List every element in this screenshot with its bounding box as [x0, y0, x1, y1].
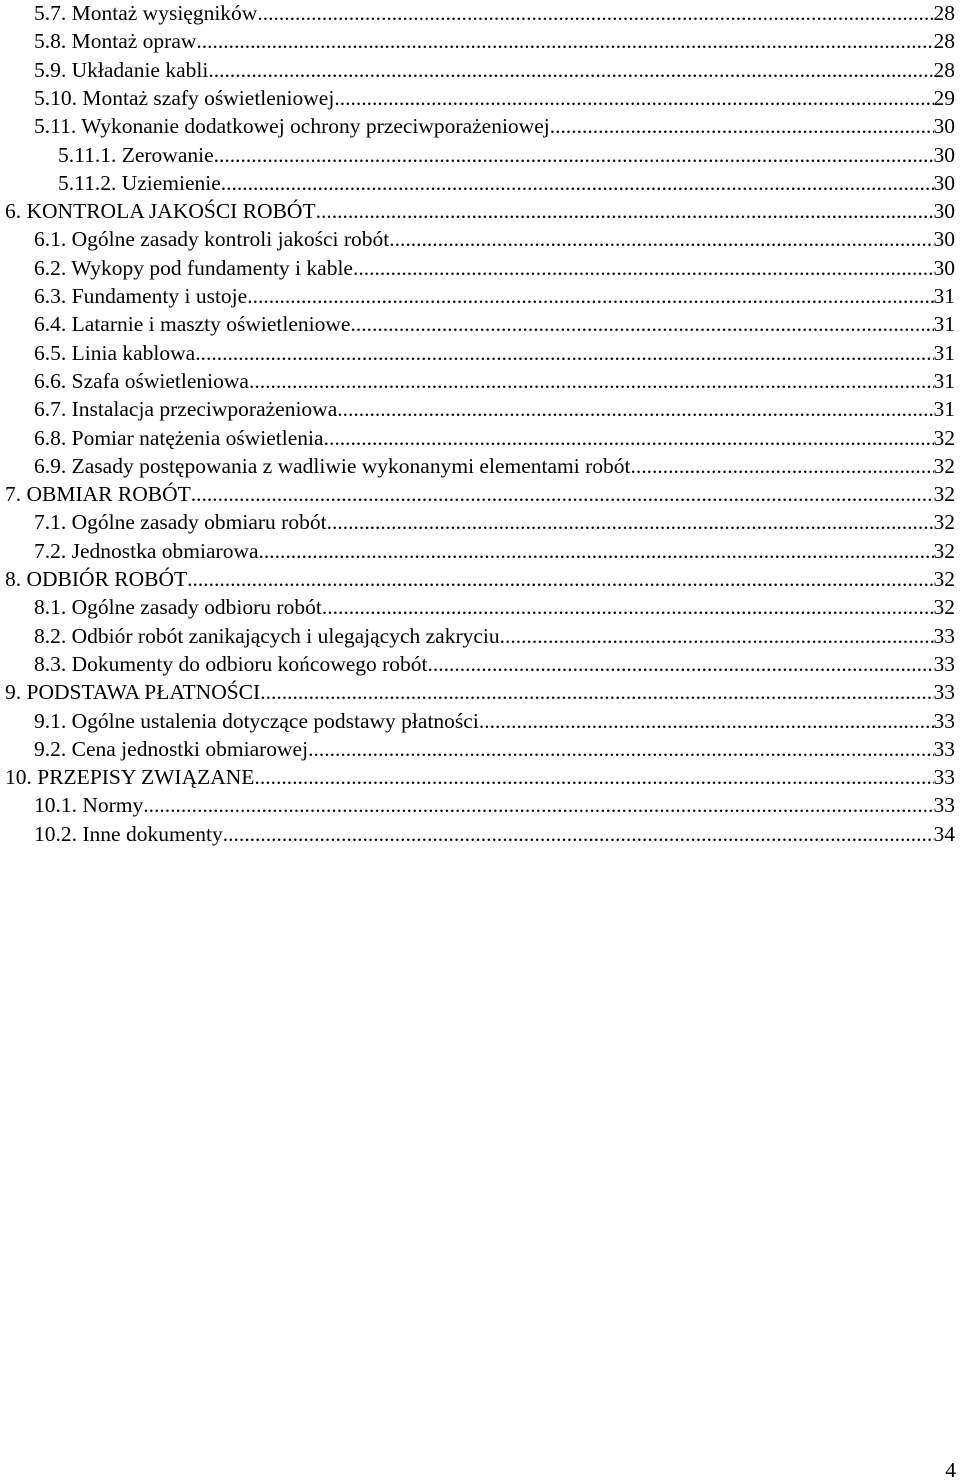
toc-dot-leader	[191, 480, 934, 508]
toc-entry[interactable]	[34, 622, 955, 650]
toc-entry[interactable]	[34, 707, 955, 735]
toc-entry[interactable]	[34, 820, 955, 848]
toc-entry[interactable]	[34, 508, 955, 536]
toc-dot-leader	[389, 225, 933, 253]
toc-dot-leader	[257, 0, 933, 27]
toc-entry[interactable]	[34, 735, 955, 763]
toc-entry[interactable]	[5, 197, 955, 225]
toc-dot-leader	[214, 141, 934, 169]
toc-entry-page: 33	[933, 736, 955, 761]
toc-dot-leader	[259, 537, 934, 565]
toc-dot-leader	[324, 424, 934, 452]
toc-entry-label: 6.7. Instalacja przeciwporażeniowa	[34, 397, 338, 422]
toc-entry[interactable]	[5, 763, 955, 791]
toc-entry-label: 6.5. Linia kablowa	[34, 340, 196, 365]
toc-entry[interactable]	[34, 367, 955, 395]
toc-entry-page: 32	[933, 453, 955, 478]
toc-entry-label: 7. OBMIAR ROBÓT	[5, 482, 191, 507]
toc-entry-label: 6.6. Szafa oświetleniowa	[34, 368, 249, 393]
toc-entry-label: 5.7. Montaż wysięgników	[34, 1, 258, 25]
toc-dot-leader	[337, 395, 933, 423]
toc-entry-label: 7.1. Ogólne zasady obmiaru robót	[34, 510, 327, 535]
toc-entry[interactable]	[34, 84, 955, 112]
toc-entry-label: 6.8. Pomiar natężenia oświetlenia	[34, 425, 324, 450]
toc-dot-leader	[308, 735, 933, 763]
toc-entry-page: 33	[933, 708, 955, 733]
toc-entry[interactable]	[34, 452, 955, 480]
toc-entry-page: 30	[933, 114, 955, 139]
toc-dot-leader	[334, 84, 933, 112]
toc-entry-label: 6.1. Ogólne zasady kontroli jakości robót	[34, 227, 390, 252]
toc-entry-page: 31	[933, 397, 955, 422]
toc-entry[interactable]	[34, 27, 955, 55]
toc-entry-page: 28	[933, 1, 955, 25]
toc-entry-label: 8.2. Odbiór robót zanikających i ulegających zakryciu	[34, 623, 500, 648]
toc-entry-page: 33	[933, 765, 955, 790]
toc-entry-label: 5.11.1. Zerowanie	[58, 142, 214, 167]
toc-entry[interactable]	[5, 480, 955, 508]
toc-entry-label: 8. ODBIÓR ROBÓT	[5, 567, 188, 591]
toc-entry[interactable]	[34, 56, 955, 84]
toc-dot-leader	[353, 254, 934, 282]
toc-entry-page: 31	[933, 340, 955, 365]
toc-dot-leader	[550, 112, 934, 140]
toc-dot-leader	[428, 650, 934, 678]
toc-entry[interactable]	[5, 565, 955, 593]
toc-dot-leader	[479, 707, 934, 735]
toc-entry-page: 31	[933, 312, 955, 337]
toc-entry-label: 6. KONTROLA JAKOŚCI ROBÓT	[5, 199, 316, 224]
toc-entry[interactable]	[34, 537, 955, 565]
toc-entry[interactable]	[58, 169, 955, 197]
toc-entry[interactable]	[34, 650, 955, 678]
toc-entry-page: 33	[933, 651, 955, 676]
toc-entry[interactable]	[34, 310, 955, 338]
toc-entry[interactable]	[34, 282, 955, 310]
toc-dot-leader	[195, 339, 933, 367]
toc-entry-page: 32	[933, 482, 955, 507]
toc-dot-leader	[223, 820, 934, 848]
toc-entry[interactable]	[34, 225, 955, 253]
toc-entry[interactable]	[58, 141, 955, 169]
toc-dot-leader	[260, 678, 933, 706]
toc-dot-leader	[143, 791, 933, 819]
toc-entry-page: 28	[933, 57, 955, 82]
toc-entry-label: 8.1. Ogólne zasady odbioru robót	[34, 595, 322, 620]
toc-entry-page: 30	[933, 255, 955, 280]
toc-entry-label: 6.2. Wykopy pod fundamenty i kable	[34, 255, 353, 280]
toc-entry-label: 7.2. Jednostka obmiarowa	[34, 538, 259, 563]
toc-entry-page: 30	[933, 170, 955, 195]
toc-entry-page: 31	[933, 284, 955, 308]
toc-entry[interactable]	[34, 791, 955, 819]
toc-entry-page: 32	[933, 425, 955, 450]
toc-entry-page: 29	[933, 85, 955, 110]
toc-entry-label: 9.2. Cena jednostki obmiarowej	[34, 736, 309, 761]
toc-entry-page: 32	[933, 567, 955, 591]
toc-entry-page: 28	[933, 29, 955, 54]
toc-entry-page: 32	[933, 595, 955, 620]
toc-entry-label: 6.9. Zasady postępowania z wadliwie wykonanymi elementami robót	[34, 453, 631, 478]
toc-entry-page: 31	[933, 368, 955, 393]
toc-entry-page: 33	[933, 793, 955, 818]
toc-dot-leader	[327, 508, 934, 536]
toc-entry-label: 10.1. Normy	[34, 793, 144, 818]
toc-entry[interactable]	[34, 0, 955, 27]
toc-entry-label: 5.8. Montaż opraw	[34, 29, 197, 54]
toc-entry-page: 33	[933, 623, 955, 648]
toc-entry-page: 30	[933, 227, 955, 252]
toc-dot-leader	[221, 169, 934, 197]
toc-entry[interactable]	[5, 678, 955, 706]
toc-entry-label: 6.3. Fundamenty i ustoje	[34, 284, 248, 308]
toc-entry-page: 32	[933, 510, 955, 535]
toc-dot-leader	[500, 622, 934, 650]
toc-entry-label: 5.11.2. Uziemienie	[58, 170, 221, 195]
toc-entry-page: 30	[933, 142, 955, 167]
toc-dot-leader	[208, 56, 933, 84]
toc-dot-leader	[630, 452, 933, 480]
toc-entry-label: 6.4. Latarnie i maszty oświetleniowe	[34, 312, 351, 337]
toc-entry-label: 5.11. Wykonanie dodatkowej ochrony przeciwporażeniowej	[34, 114, 550, 139]
toc-entry[interactable]	[34, 424, 955, 452]
toc-dot-leader	[249, 367, 934, 395]
toc-entry-label: 5.9. Układanie kabli	[34, 57, 209, 82]
page-number: 4	[945, 1458, 956, 1482]
toc-entry-label: 9.1. Ogólne ustalenia dotyczące podstawy płatności	[34, 708, 479, 733]
toc-entry-page: 32	[933, 538, 955, 563]
toc-entry-label: 10. PRZEPISY ZWIĄZANE	[5, 765, 255, 790]
toc-entry-page: 30	[933, 199, 955, 224]
toc-entry[interactable]	[34, 395, 955, 423]
toc-dot-leader	[254, 763, 933, 791]
toc-dot-leader	[196, 27, 933, 55]
toc-entry[interactable]	[34, 112, 955, 140]
toc-dot-leader	[187, 565, 933, 593]
toc-dot-leader	[316, 197, 934, 225]
toc-entry-page: 34	[933, 821, 955, 846]
toc-entry[interactable]	[34, 339, 955, 367]
toc-entry[interactable]	[34, 254, 955, 282]
toc-entry-label: 8.3. Dokumenty do odbioru końcowego robót	[34, 651, 428, 676]
toc-dot-leader	[322, 593, 934, 621]
toc-entry-label: 10.2. Inne dokumenty	[34, 821, 223, 846]
toc-entry-page: 33	[933, 680, 955, 705]
toc-entry-label: 5.10. Montaż szafy oświetleniowej	[34, 85, 335, 110]
toc-entry-label: 9. PODSTAWA PŁATNOŚCI	[5, 680, 261, 705]
toc-dot-leader	[247, 282, 933, 310]
toc-entry[interactable]	[34, 593, 955, 621]
toc-dot-leader	[350, 310, 933, 338]
